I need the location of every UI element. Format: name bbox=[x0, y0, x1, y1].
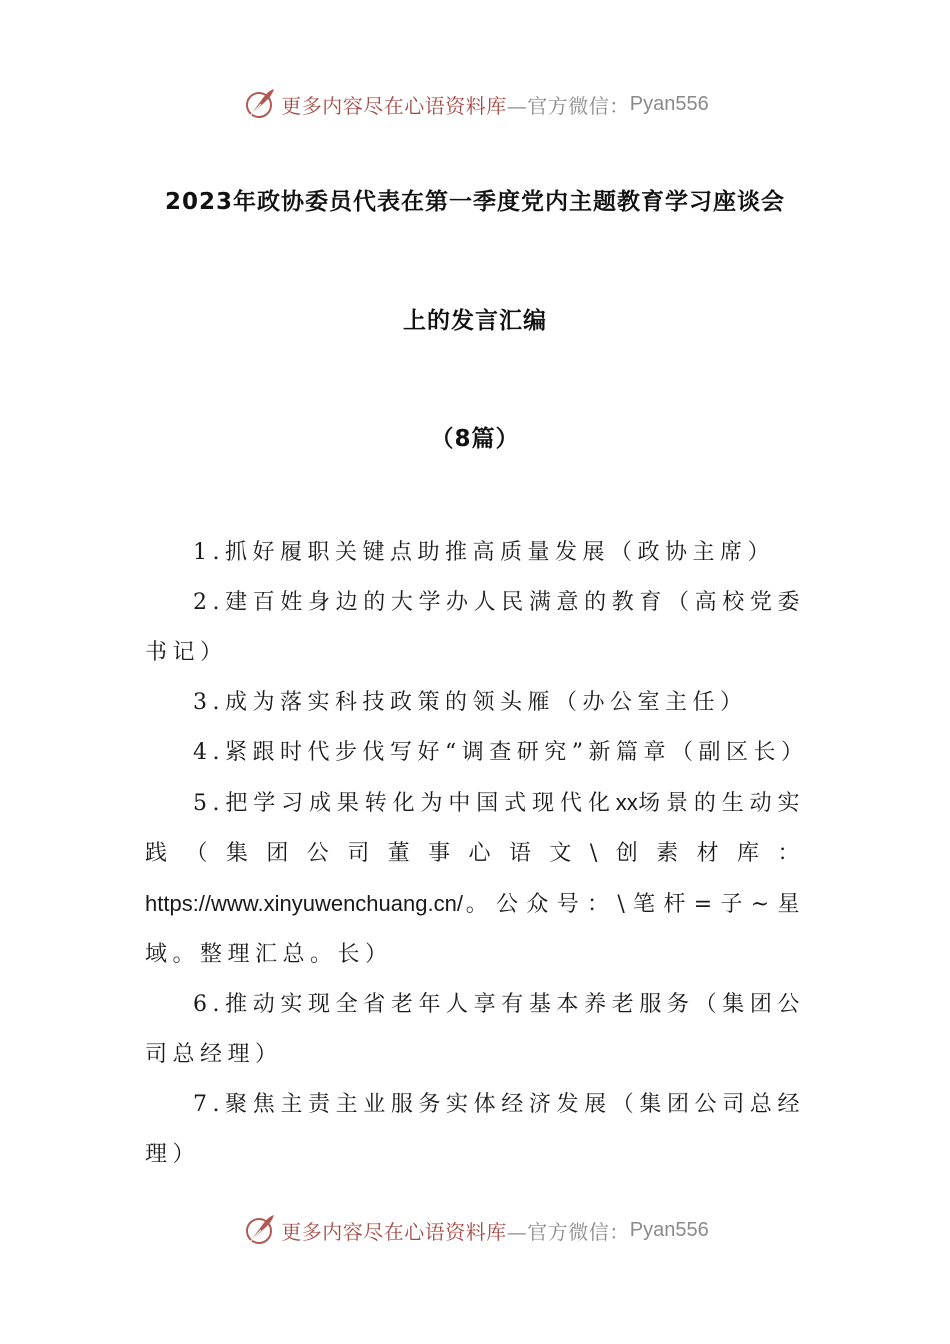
watermark-red-text: 更多内容尽在心语资料库 bbox=[281, 1219, 507, 1244]
toc-item-5 bbox=[145, 778, 805, 980]
toc-item-5-part: 5.把学习成果转化为中国式现代化 bbox=[193, 791, 616, 816]
toc-item: 4.紧跟时代步伐写好“调查研究”新篇章（副区长） bbox=[193, 740, 809, 765]
table-of-contents bbox=[145, 528, 809, 1180]
toc-item: 1.抓好履职关键点助推高质量发展（政协主席） bbox=[193, 540, 775, 565]
watermark-wechat-id: Pyan556 bbox=[629, 1218, 709, 1241]
doc-title-count: （8篇） bbox=[430, 426, 520, 452]
watermark-footer bbox=[0, 1210, 950, 1250]
doc-title-line2: 上的发言汇编 bbox=[403, 308, 547, 334]
quill-pen-icon bbox=[241, 1212, 277, 1248]
watermark-wechat-id: Pyan556 bbox=[629, 92, 709, 115]
toc-item-5-xx: xx bbox=[615, 790, 638, 815]
watermark-grey-text: —官方微信： bbox=[506, 93, 630, 118]
watermark-header bbox=[0, 84, 950, 124]
doc-title-line1: 2023年政协委员代表在第一季度党内主题教育学习座谈会 bbox=[164, 189, 785, 215]
toc-item: 2.建百姓身边的大学办人民满意的教育（高校党委书记） bbox=[145, 590, 805, 665]
watermark-grey-text: —官方微信： bbox=[506, 1219, 630, 1244]
toc-item-5-part: 场景的生动实践（集团公司董事心语文\创素材库： bbox=[145, 791, 805, 866]
toc-item: 6.推动实现全省老年人享有基本养老服务（集团公司总经理） bbox=[145, 992, 805, 1067]
quill-pen-icon bbox=[241, 86, 277, 122]
toc-item: 3.成为落实科技政策的领头雁（办公室主任） bbox=[193, 690, 748, 715]
toc-item-5-part: 。公众号：\笔杆=子~星域。整理汇总。长） bbox=[145, 892, 805, 967]
watermark-red-text: 更多内容尽在心语资料库 bbox=[281, 93, 507, 118]
toc-item-5-url: https://www.xinyuwenchuang.cn/ bbox=[145, 891, 463, 916]
toc-item: 7.聚焦主责主业服务实体经济发展（集团公司总经理） bbox=[145, 1092, 805, 1167]
